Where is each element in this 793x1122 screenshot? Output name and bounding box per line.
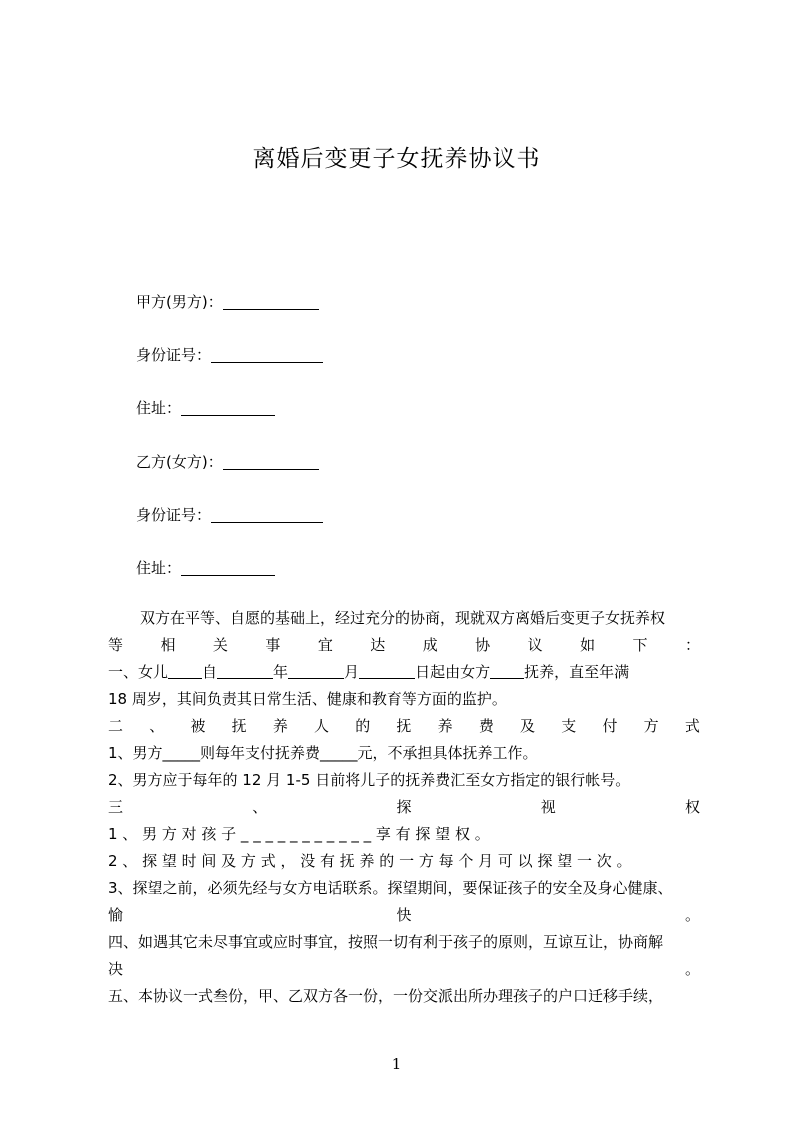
justified-char: 、 bbox=[252, 798, 268, 816]
justified-char: 议 bbox=[527, 636, 543, 654]
justified-char: 方 bbox=[643, 717, 659, 735]
justified-char: 三 bbox=[108, 798, 124, 816]
justified-char: 成 bbox=[422, 636, 438, 654]
justified-char: 事 bbox=[265, 636, 281, 654]
item1-text-a: 一、女儿 bbox=[108, 663, 169, 681]
justified-char: 支 bbox=[561, 717, 577, 735]
justified-char: 及 bbox=[520, 717, 536, 735]
page-number: 1 bbox=[391, 1055, 402, 1073]
party-a-label: 甲方(男方)： bbox=[136, 293, 223, 311]
justified-char: 如 bbox=[580, 636, 596, 654]
party-a-id-field bbox=[136, 346, 323, 364]
party-b-address-field bbox=[136, 559, 275, 577]
justified-char: 抚 bbox=[396, 717, 412, 735]
party-b-id-blank[interactable] bbox=[211, 508, 323, 523]
party-a-address-blank[interactable] bbox=[181, 401, 275, 416]
item1-text-b: 自 bbox=[202, 663, 218, 681]
party-b-id-label: 身份证号： bbox=[136, 506, 212, 524]
justified-char: 视 bbox=[540, 798, 556, 816]
party-a-blank[interactable] bbox=[223, 295, 319, 310]
party-a-field bbox=[136, 293, 319, 311]
item1-text-f: 抚养，直至年满 bbox=[524, 663, 630, 681]
party-b-field bbox=[136, 453, 319, 471]
document-title: 离婚后变更子女抚养协议书 bbox=[252, 146, 541, 172]
item1-line2: 18 周岁，其间负责其日常生活、健康和教育等方面的监护。 bbox=[108, 690, 507, 708]
justified-char: 探 bbox=[396, 798, 412, 816]
justified-char: 养 bbox=[272, 717, 288, 735]
justified-char: 付 bbox=[602, 717, 618, 735]
party-b-id-field bbox=[136, 506, 323, 524]
item5-line: 五、本协议一式叁份，甲、乙双方各一份，一份交派出所办理孩子的户口迁移手续， bbox=[108, 987, 664, 1005]
visitation-line3: 3、探望之前，必须先经与女方电话联系。探望期间，要保证孩子的安全及身心健康、 bbox=[108, 879, 673, 897]
visitation-line1: 1 、 男 方 对 孩 子 _ _ _ _ _ _ _ _ _ _ _ 享 有 探 望 权 。 bbox=[108, 825, 490, 843]
party-b-blank[interactable] bbox=[223, 455, 319, 470]
heading-support-payment bbox=[108, 716, 700, 736]
party-a-address-field bbox=[136, 399, 275, 417]
justified-char: 二 bbox=[108, 717, 124, 735]
item1-line1 bbox=[108, 662, 700, 682]
item1-text-e: 日起由女方 bbox=[415, 663, 491, 681]
justified-char: 等 bbox=[108, 636, 124, 654]
justified-char: 协 bbox=[475, 636, 491, 654]
justified-char: 式 bbox=[684, 717, 700, 735]
daughter-name-blank[interactable] bbox=[168, 664, 202, 679]
justified-char: 费 bbox=[478, 717, 494, 735]
justified-char: 宜 bbox=[317, 636, 333, 654]
year-blank[interactable] bbox=[217, 664, 273, 679]
payment-line2: 2、男方应于每年的 12 月 1-5 日前将儿子的抚养费汇至女方指定的银行帐号。 bbox=[108, 771, 631, 789]
justified-char: 人 bbox=[314, 717, 330, 735]
justified-char: 权 bbox=[684, 798, 700, 816]
party-a-id-blank[interactable] bbox=[211, 348, 323, 363]
heading-visitation bbox=[108, 797, 700, 817]
justified-char: 的 bbox=[355, 717, 371, 735]
justified-char: 。 bbox=[684, 906, 700, 924]
item4-end-line bbox=[108, 959, 700, 979]
party-b-label: 乙方(女方)： bbox=[136, 453, 223, 471]
party-a-id-label: 身份证号： bbox=[136, 346, 212, 364]
justified-char: 、 bbox=[149, 717, 165, 735]
party-b-address-label: 住址： bbox=[136, 559, 182, 577]
intro-end-line bbox=[108, 635, 700, 655]
item1-text-c: 年 bbox=[273, 663, 289, 681]
visitation-line3-end bbox=[108, 905, 700, 925]
justified-char: 被 bbox=[190, 717, 206, 735]
justified-char: 决 bbox=[108, 960, 124, 978]
day-blank[interactable] bbox=[359, 664, 415, 679]
justified-char: 相 bbox=[160, 636, 176, 654]
visitation-line2: 2 、 探 望 时 间 及 方 式 ， 没 有 抚 养 的 一 方 每 个 月 可 以 探 望 一 次 。 bbox=[108, 852, 632, 870]
justified-char: 下 bbox=[632, 636, 648, 654]
item1-text-d: 月 bbox=[344, 663, 360, 681]
justified-char: 快 bbox=[396, 906, 412, 924]
justified-char: ： bbox=[684, 636, 700, 654]
justified-char: 达 bbox=[370, 636, 386, 654]
justified-char: 养 bbox=[437, 717, 453, 735]
payment-line1: 1、男方_____则每年支付抚养费_____元，不承担具体抚养工作。 bbox=[108, 744, 538, 762]
justified-char: 抚 bbox=[231, 717, 247, 735]
justified-char: 关 bbox=[212, 636, 228, 654]
justified-char: 愉 bbox=[108, 906, 124, 924]
party-a-address-label: 住址： bbox=[136, 399, 182, 417]
intro-line: 双方在平等、自愿的基础上，经过充分的协商，现就双方离婚后变更子女抚养权 bbox=[140, 609, 666, 627]
month-blank[interactable] bbox=[288, 664, 344, 679]
custody-blank[interactable] bbox=[490, 664, 524, 679]
item4-line: 四、如遇其它未尽事宜或应时事宜，按照一切有利于孩子的原则，互谅互让，协商解 bbox=[108, 933, 664, 951]
party-b-address-blank[interactable] bbox=[181, 561, 275, 576]
justified-char: 。 bbox=[684, 960, 700, 978]
